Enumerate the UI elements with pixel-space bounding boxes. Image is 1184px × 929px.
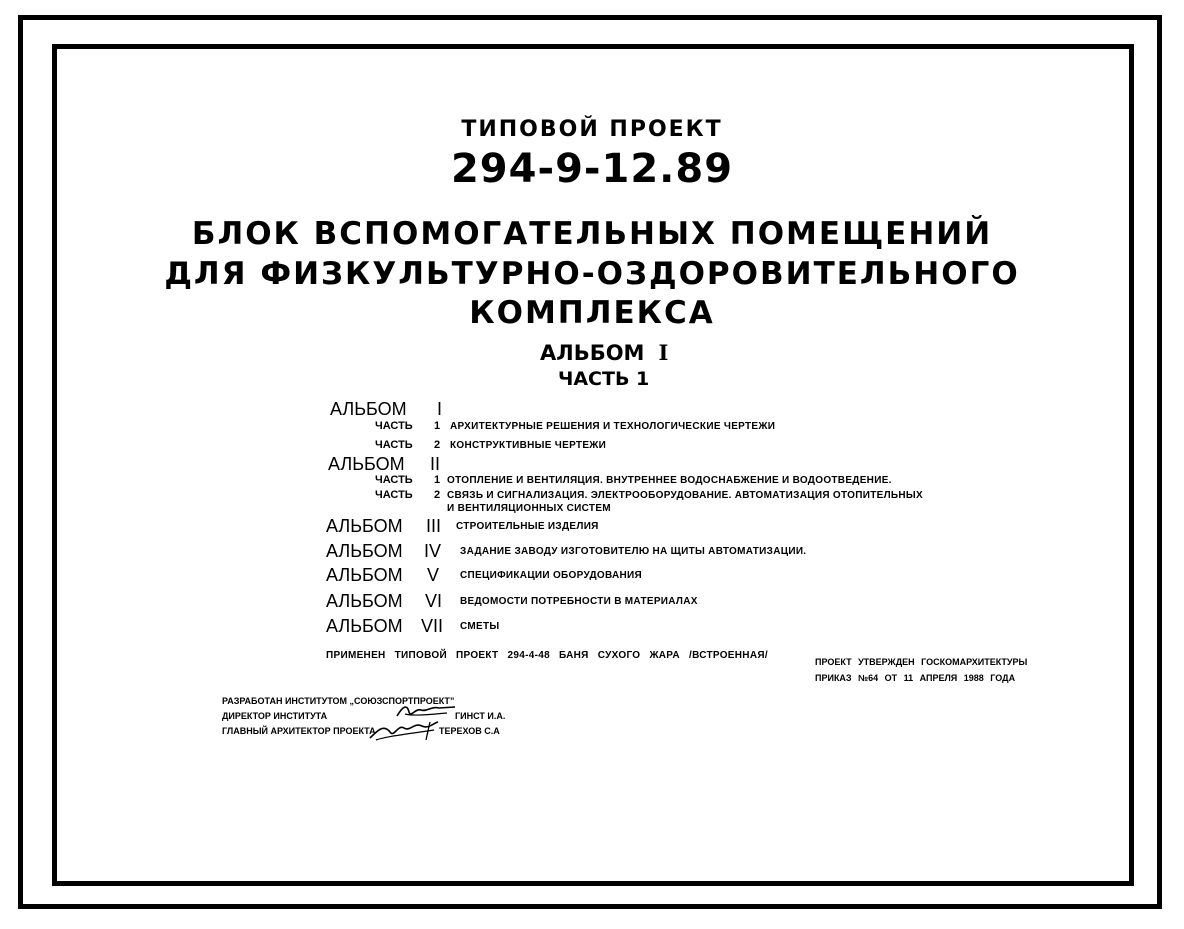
album-description: ВЕДОМОСТИ ПОТРЕБНОСТИ В МАТЕРИАЛАХ xyxy=(460,596,698,607)
part-number: 2 xyxy=(434,439,441,451)
album-roman: VI xyxy=(425,591,443,611)
part-description: СВЯЗЬ И СИГНАЛИЗАЦИЯ. ЭЛЕКТРООБОРУДОВАНИЕ. АВТОМАТИЗАЦИЯ ОТОПИТЕЛЬНЫХ xyxy=(447,490,923,501)
part-label: ЧАСТЬ xyxy=(375,420,413,432)
chief-architect-name: ТЕРЕХОВ С.А xyxy=(439,726,500,736)
album-label: АЛЬБОМ xyxy=(328,454,405,474)
director-label: ДИРЕКТОР ИНСТИТУТА xyxy=(222,711,328,721)
album-label: АЛЬБОМ xyxy=(326,516,403,536)
album-label: АЛЬБОМ xyxy=(326,616,403,636)
album-roman: I xyxy=(437,399,443,419)
director-name: ГИНСТ И.А. xyxy=(455,711,506,721)
developer-line: РАЗРАБОТАН ИНСТИТУТОМ „СОЮЗСПОРТПРОЕКТ” xyxy=(222,696,455,706)
album-roman: IV xyxy=(424,541,442,561)
approval-line-1: ПРОЕКТ УТВЕРЖДЕН ГОСКОМАРХИТЕКТУРЫ xyxy=(815,657,1028,667)
chief-architect-signature xyxy=(368,718,442,744)
album-description: СПЕЦИФИКАЦИИ ОБОРУДОВАНИЯ xyxy=(460,570,643,581)
album-heading xyxy=(540,340,668,365)
part-description: ОТОПЛЕНИЕ И ВЕНТИЛЯЦИЯ. ВНУТРЕННЕЕ ВОДОСНАБЖЕНИЕ И ВОДООТВЕДЕНИЕ. xyxy=(447,475,892,486)
album-heading-label: АЛЬБОМ xyxy=(540,341,645,365)
type-label: ТИПОВОЙ ПРОЕКТ xyxy=(461,117,723,142)
album-description: СТРОИТЕЛЬНЫЕ ИЗДЕЛИЯ xyxy=(456,521,599,532)
album-label: АЛЬБОМ xyxy=(326,565,403,585)
album-roman: V xyxy=(427,565,440,585)
title-line-1: БЛОК ВСПОМОГАТЕЛЬНЫХ ПОМЕЩЕНИЙ xyxy=(191,216,993,252)
part-label: ЧАСТЬ xyxy=(375,489,413,501)
part-label: ЧАСТЬ xyxy=(375,439,413,451)
album-label: АЛЬБОМ xyxy=(330,399,407,419)
title-line-2: ДЛЯ ФИЗКУЛЬТУРНО-ОЗДОРОВИТЕЛЬНОГО xyxy=(164,256,1020,292)
album-label: АЛЬБОМ xyxy=(326,591,403,611)
part-label: ЧАСТЬ xyxy=(375,474,413,486)
album-description: ЗАДАНИЕ ЗАВОДУ ИЗГОТОВИТЕЛЮ НА ЩИТЫ АВТОМАТИЗАЦИИ. xyxy=(460,546,807,557)
project-number: 294-9-12.89 xyxy=(450,146,734,192)
album-roman: II xyxy=(430,454,441,474)
album-heading-number: I xyxy=(658,340,669,365)
part-number: 1 xyxy=(434,474,441,486)
part-number: 2 xyxy=(434,489,441,501)
part-description-continued: И ВЕНТИЛЯЦИОННЫХ СИСТЕМ xyxy=(447,503,611,514)
approval-line-2: ПРИКАЗ №64 ОТ 11 АПРЕЛЯ 1988 ГОДА xyxy=(815,673,1016,683)
album-roman: III xyxy=(426,516,442,536)
part-heading: ЧАСТЬ 1 xyxy=(558,368,650,390)
title-line-3: КОМПЛЕКСА xyxy=(469,295,715,331)
part-description: АРХИТЕКТУРНЫЕ РЕШЕНИЯ И ТЕХНОЛОГИЧЕСКИЕ ЧЕРТЕЖИ xyxy=(450,421,776,432)
part-description: КОНСТРУКТИВНЫЕ ЧЕРТЕЖИ xyxy=(450,440,607,451)
album-description: СМЕТЫ xyxy=(460,621,500,632)
part-number: 1 xyxy=(434,420,441,432)
album-label: АЛЬБОМ xyxy=(326,541,403,561)
applied-project-note: ПРИМЕНЕН ТИПОВОЙ ПРОЕКТ 294-4-48 БАНЯ СУХОГО ЖАРА /ВСТРОЕННАЯ/ xyxy=(326,650,768,661)
chief-architect-label: ГЛАВНЫЙ АРХИТЕКТОР ПРОЕКТА xyxy=(222,726,376,736)
album-roman: VII xyxy=(421,616,444,636)
